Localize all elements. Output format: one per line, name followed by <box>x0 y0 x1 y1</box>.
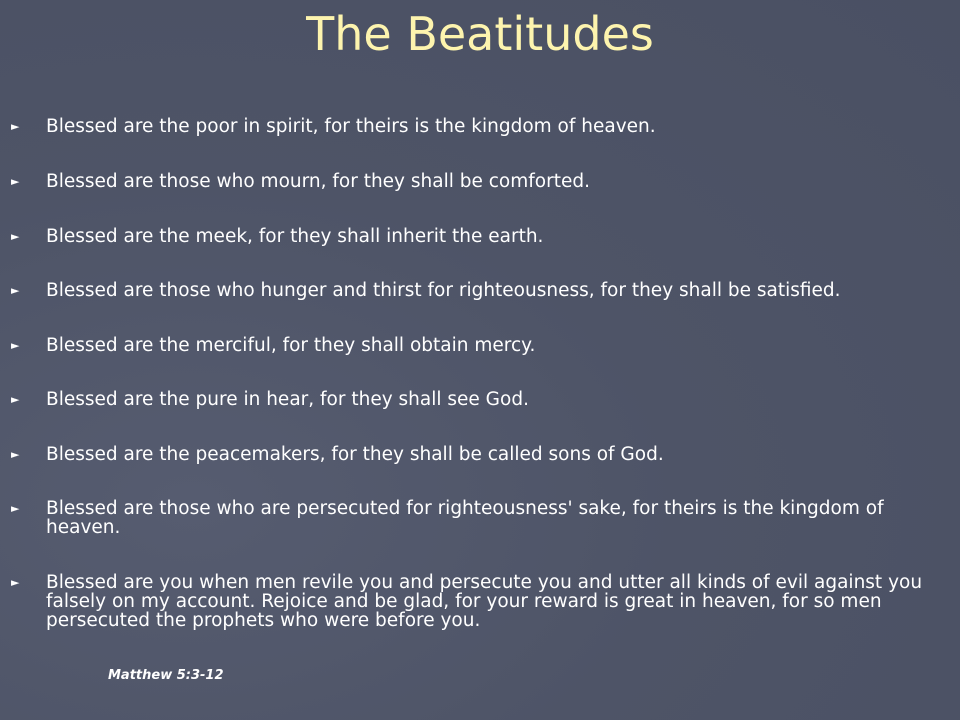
list-item <box>11 171 951 192</box>
list-item-text: Blessed are the poor in spirit, for theirs is the kingdom of heaven. <box>46 116 656 137</box>
list-item-text: Blessed are those who hunger and thirst for righteousness, for they shall be satisfied. <box>46 280 841 301</box>
list-item-text: Blessed are those who mourn, for they shall be comforted. <box>46 171 590 192</box>
list-item <box>11 335 951 356</box>
bullet-arrow-icon: ► <box>11 175 20 188</box>
list-item <box>11 444 951 465</box>
bullet-arrow-icon: ► <box>11 120 20 133</box>
bullet-arrow-icon: ► <box>11 576 20 589</box>
list-item-text: Blessed are the merciful, for they shall obtain mercy. <box>46 335 536 356</box>
list-item <box>11 116 951 137</box>
list-item-text: Blessed are those who are persecuted for righteousness' sake, for theirs is the kingdom of heaven. <box>46 498 884 538</box>
bullet-arrow-icon: ► <box>11 339 20 352</box>
scripture-citation: Matthew 5:3-12 <box>108 668 224 683</box>
list-item <box>11 498 951 538</box>
list-item-text: Blessed are the pure in hear, for they shall see God. <box>46 389 529 410</box>
list-item <box>11 226 951 247</box>
bullet-arrow-icon: ► <box>11 284 20 297</box>
list-item <box>11 389 951 410</box>
bullet-arrow-icon: ► <box>11 502 20 515</box>
list-item <box>11 280 951 301</box>
bullet-arrow-icon: ► <box>11 448 20 461</box>
list-item-text: Blessed are the peacemakers, for they shall be called sons of God. <box>46 444 664 465</box>
list-item-text: Blessed are the meek, for they shall inherit the earth. <box>46 226 544 247</box>
list-item-text: Blessed are you when men revile you and persecute you and utter all kinds of evil against you falsely on my account. Rejoice and be glad, for your reward is great in heaven, for so men persecuted the prophets who were before you. <box>46 572 923 631</box>
slide-title: The Beatitudes <box>306 7 654 61</box>
bullet-arrow-icon: ► <box>11 393 20 406</box>
bullet-arrow-icon: ► <box>11 230 20 243</box>
list-item <box>11 572 951 631</box>
